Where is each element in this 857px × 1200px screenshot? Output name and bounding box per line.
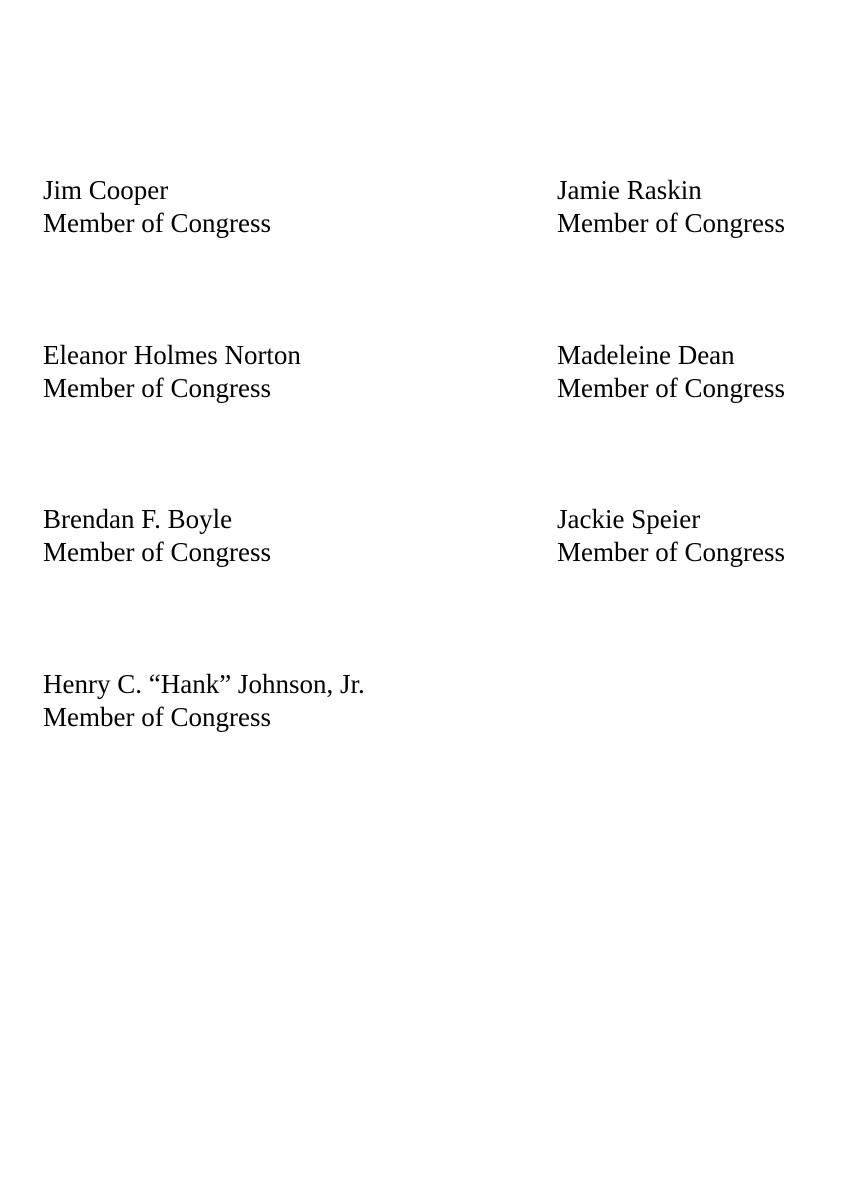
signatory-title: Member of Congress [43,208,271,238]
signature-block-jamie-raskin [557,174,785,240]
signatory-title: Member of Congress [557,373,785,403]
signatory-name: Eleanor Holmes Norton [43,340,301,370]
signatory-title: Member of Congress [43,702,271,732]
signatory-name: Jackie Speier [557,504,701,534]
signatory-name: Henry C. “Hank” Johnson, Jr. [43,669,365,699]
signature-block-henry-c-johnson-jr [43,668,365,734]
signature-block-jackie-speier [557,503,785,569]
signatory-title: Member of Congress [557,537,785,567]
signatory-name: Jim Cooper [43,175,169,205]
signatory-title: Member of Congress [43,373,271,403]
signature-block-eleanor-holmes-norton [43,339,301,405]
signatory-title: Member of Congress [557,208,785,238]
signatory-name: Jamie Raskin [557,175,702,205]
signature-block-jim-cooper [43,174,271,240]
signature-block-madeleine-dean [557,339,785,405]
signatory-title: Member of Congress [43,537,271,567]
signatory-name: Madeleine Dean [557,340,735,370]
signatory-name: Brendan F. Boyle [43,504,233,534]
signature-block-brendan-f-boyle [43,503,271,569]
